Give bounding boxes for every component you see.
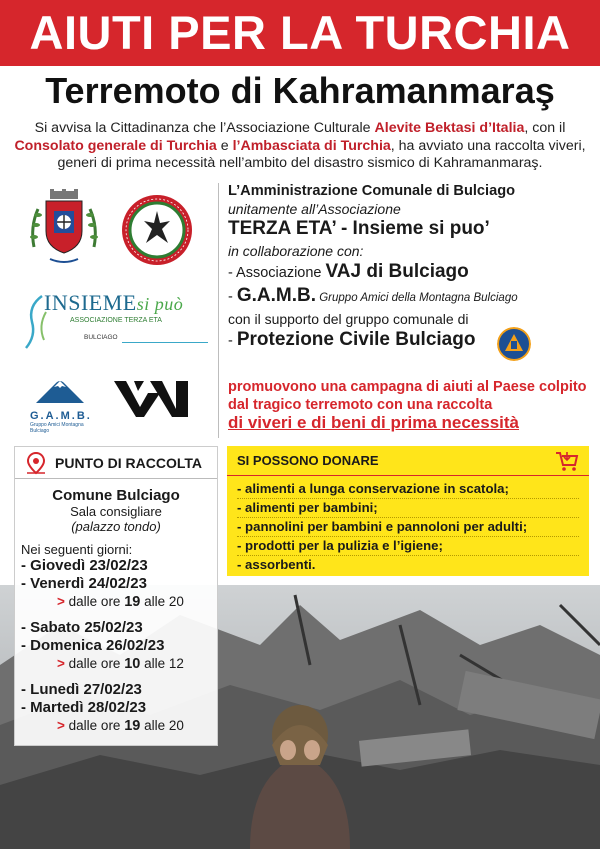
vaj-row — [228, 261, 590, 283]
intro-text: , ha avviato una raccolta viveri, generi di prima necessità nell’ambito del disastro sismico di Kahramanmaraş. — [57, 137, 586, 171]
intro-consulate: Consolato generale di Turchia — [14, 137, 217, 154]
vaj-logo — [114, 379, 194, 419]
insieme-si-puo-logo — [22, 290, 208, 354]
donation-item: - prodotti per la pulizia e l’igiene; — [237, 537, 579, 556]
intro-embassy: l’Ambasciata di Turchia — [232, 137, 391, 154]
logos-column — [16, 185, 216, 435]
hours-text: dalle ore — [68, 656, 125, 671]
organizer-line: L’Amministrazione Comunale di Bulciago — [228, 183, 516, 199]
promo-body: promuovono una campagna di aiuti al Paese colpito dal tragico terremoto con una raccolta — [228, 379, 587, 413]
organizers-block — [228, 183, 590, 351]
schedule-hours — [57, 655, 217, 673]
schedule-group — [15, 681, 217, 735]
donation-item: - alimenti a lunga conservazione in scatola; — [237, 480, 579, 499]
vaj-prefix: - Associazione — [228, 265, 326, 281]
schedule-day: - Sabato 25/02/23 — [21, 619, 143, 636]
main-title: AIUTI PER LA TURCHIA — [0, 0, 600, 66]
hours-text: dalle ore — [68, 594, 125, 609]
gamb-logo-label: G.A.M.B. — [30, 410, 92, 422]
promo-underlined: di viveri e di beni di prima necessità — [228, 413, 520, 432]
donations-title: SI POSSONO DONARE — [237, 453, 379, 468]
hours-to: 20 — [168, 594, 184, 609]
schedule-group — [15, 557, 217, 611]
support-label: con il supporto del gruppo comunale di — [228, 311, 469, 327]
gamb-logo-sub: Gruppo Amici Montagna Bulciago — [30, 422, 84, 434]
hours-from: 10 — [124, 656, 141, 672]
alevi-association-logo — [120, 193, 194, 267]
gamb-description: Gruppo Amici della Montagna Bulciago — [316, 292, 518, 304]
donation-item: - assorbenti. — [237, 557, 316, 572]
shopping-cart-icon — [555, 450, 579, 472]
insieme-script: si può — [136, 294, 184, 314]
gamb-name: G.A.M.B. — [236, 285, 317, 306]
hours-from: 19 — [124, 594, 141, 610]
days-label: Nei seguenti giorni: — [21, 542, 133, 557]
arrow-icon: > — [57, 718, 65, 733]
schedule-day: - Lunedì 27/02/23 — [21, 681, 142, 698]
pc-prefix: - — [228, 333, 237, 349]
hours-from: 19 — [124, 718, 141, 734]
coat-of-arms-logo — [24, 187, 104, 269]
schedule-day: - Domenica 26/02/23 — [21, 637, 165, 654]
schedule-day: - Venerdì 24/02/23 — [21, 575, 147, 592]
collaboration-label: in collaborazione con: — [228, 243, 364, 259]
collection-point-header — [15, 447, 217, 479]
promo-text — [228, 378, 588, 433]
collection-palazzo: (palazzo tondo) — [71, 519, 161, 534]
schedule-day: - Giovedì 23/02/23 — [21, 557, 148, 574]
pc-row — [228, 329, 590, 351]
hours-to: 20 — [168, 718, 184, 733]
map-pin-icon — [25, 451, 47, 475]
organizer-line: unitamente all’Associazione — [228, 201, 401, 217]
hours-to: 12 — [168, 656, 184, 671]
donations-list — [227, 476, 589, 578]
insieme-title: INSIEME — [44, 290, 137, 315]
intro-text: , con il — [524, 120, 566, 136]
collection-sala: Sala consigliare — [70, 504, 162, 519]
vertical-divider — [218, 183, 219, 438]
page-subtitle: Terremoto di Kahramanmaraş — [45, 70, 555, 111]
collection-point-title: PUNTO DI RACCOLTA — [55, 454, 202, 471]
schedule-group — [15, 619, 217, 673]
hours-text: dalle ore — [68, 718, 125, 733]
schedule-hours — [57, 593, 217, 611]
hours-text: alle — [140, 656, 169, 671]
gamb-prefix: - — [228, 289, 237, 305]
hours-text: alle — [140, 718, 169, 733]
schedule-hours — [57, 717, 217, 735]
mountain-icon — [28, 377, 104, 405]
organizer-terza-eta: TERZA ETA’ - Insieme si puo’ — [228, 218, 490, 239]
insieme-subtitle: ASSOCIAZIONE TERZA ETA — [70, 317, 162, 324]
vaj-name: VAJ di Bulciago — [325, 261, 469, 282]
intro-paragraph — [14, 120, 586, 173]
arrow-icon: > — [57, 594, 65, 609]
protezione-civile-logo — [497, 327, 531, 361]
pc-name: Protezione Civile Bulciago — [236, 329, 476, 350]
insieme-line — [122, 342, 208, 343]
gamb-row — [228, 285, 590, 307]
insieme-place: BULCIAGO — [84, 334, 118, 341]
hours-text: alle — [140, 594, 169, 609]
collection-comune: Comune Bulciago — [52, 487, 180, 504]
intro-text: e — [216, 137, 233, 154]
schedule-day: - Martedì 28/02/23 — [21, 699, 147, 716]
donation-item: - alimenti per bambini; — [237, 499, 579, 518]
arrow-icon: > — [57, 656, 65, 671]
donation-item: - pannolini per bambini e pannoloni per adulti; — [237, 518, 579, 537]
donations-box — [227, 446, 589, 576]
intro-text: Si avvisa la Cittadinanza che l’Associazione Culturale — [34, 120, 375, 136]
gamb-logo — [28, 377, 104, 434]
collection-point-box — [14, 446, 218, 746]
intro-association: Alevite Bektasi d’Italia — [374, 120, 525, 136]
donations-header — [227, 446, 589, 476]
